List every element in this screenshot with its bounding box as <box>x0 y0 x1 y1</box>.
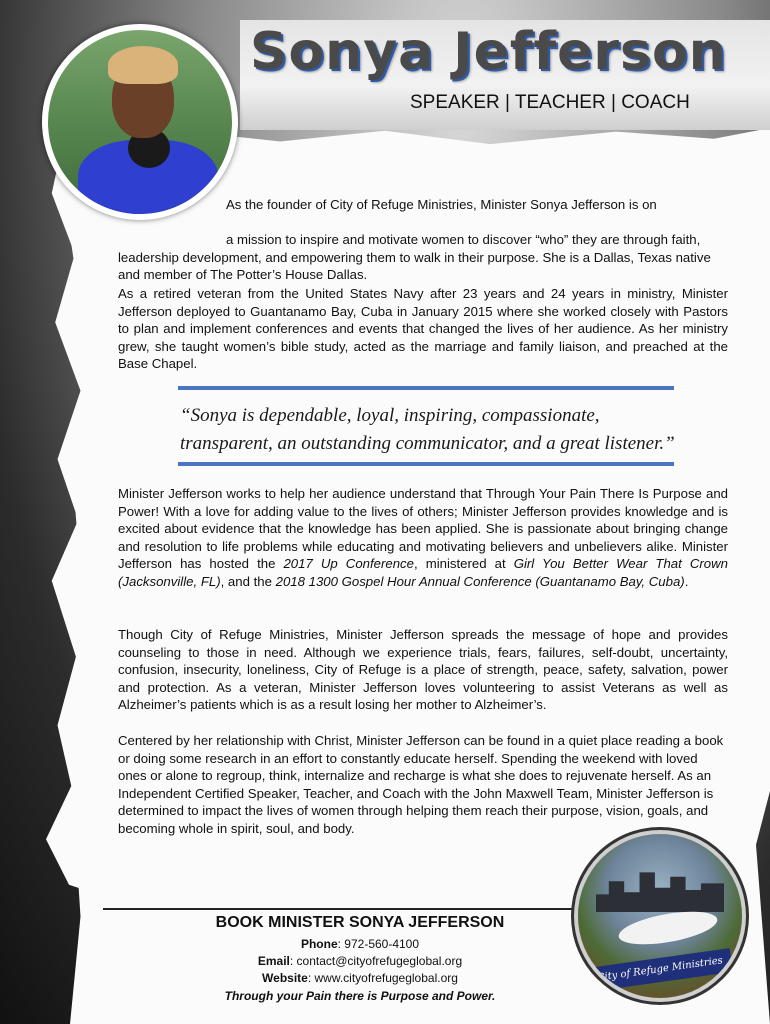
p3-text-d: . <box>684 573 689 589</box>
testimonial-quote: “Sonya is dependable, loyal, inspiring, compassionate, transparent, an outstanding communicator, and a great listener.” <box>180 405 675 454</box>
bio-paragraph-3 <box>118 485 728 591</box>
email-value[interactable]: contact@cityofrefugeglobal.org <box>296 954 463 968</box>
page-subtitle: SPEAKER | TEACHER | COACH <box>410 92 690 113</box>
phone-label: Phone <box>300 937 338 951</box>
booking-title: BOOK MINISTER SONYA JEFFERSON <box>215 914 505 931</box>
ministry-logo <box>578 834 742 998</box>
p3-text-c: , and the <box>220 573 276 589</box>
email-line: Email: contact@cityofrefugeglobal.org <box>257 954 463 968</box>
profile-photo <box>42 24 238 220</box>
phone-value[interactable]: 972-560-4100 <box>344 937 420 951</box>
website-line: Website: www.cityofrefugeglobal.org <box>262 971 458 985</box>
logo-banner: City of Refuge Ministries <box>587 948 733 992</box>
page-title: Sonya Jefferson <box>250 22 727 82</box>
quote-top-rule <box>178 386 674 390</box>
booking-footer <box>160 914 560 1005</box>
photo-hair <box>108 46 178 84</box>
p3-text-b: , ministered at <box>413 556 514 572</box>
quote-bottom-rule <box>178 462 674 466</box>
bio-paragraph-2: As a retired veteran from the United States Navy after 23 years and 24 years in ministry, Minister Jefferson deployed to Guantanamo Bay, Cuba in January 2015 where she worked closely with Pastors to plan and implement conferences and events that changed the lives of her audience. As her ministry grew, she taught women’s bible study, acted as the marriage and family liaison, and preached at the Base Chapel. <box>118 286 728 372</box>
event-up-conference: 2017 Up Conference <box>283 556 414 572</box>
website-label: Website <box>262 971 308 985</box>
event-crown: Girl You Better Wear That Crown (Jacksonville, FL) <box>118 556 728 589</box>
email-label: Email <box>257 954 290 968</box>
photo-frame <box>48 30 232 214</box>
contact-block <box>160 936 560 987</box>
phone-line: Phone: 972-560-4100 <box>300 937 420 951</box>
path-icon <box>616 906 719 951</box>
event-gospel-hour: 2018 1300 Gospel Hour Annual Conference (Guantanamo Bay, Cuba) <box>275 573 685 589</box>
website-value[interactable]: www.cityofrefugeglobal.org <box>314 971 458 985</box>
city-skyline-icon <box>596 868 724 912</box>
p3-text-a: Minister Jefferson works to help her audience understand that Through Your Pain There Is Purpose and Power! With a love for adding value to the lives of others; Minister Jefferson provides knowledge and is excited about evidence that the knowledge has been applied. She is passionate about bringing change and resolution to life problems while educating and motivating believers and unbelievers alike. Minister Jefferson has hosted the <box>118 486 728 572</box>
bio-paragraph-4: Though City of Refuge Ministries, Minister Jefferson spreads the message of hope and provides counseling to those in need. Although we experience trials, fears, failures, self-doubt, uncertainty, confusion, insecurity, loneliness, City of Refuge is a place of strength, peace, safety, salvation, power and protection. As a veteran, Minister Jefferson loves volunteering to assist Veterans as well as Alzheimer’s patients which is as a result losing her mother to Alzheimer’s. <box>118 627 728 713</box>
bio-paragraph-5: Centered by her relationship with Christ, Minister Jefferson can be found in a quiet place reading a book or doing some research in an effort to constantly educate herself. Spending the weekend with loved ones or alone to regroup, think, internalize and recharge is what she does to rejuvenate herself. As an Independent Certified Speaker, Teacher, and Coach with the John Maxwell Team, Minister Jefferson is determined to impact the lives of women through helping them reach their purpose, vision, goals, and becoming whole in spirit, soul, and body. <box>118 733 724 836</box>
bio-paragraph-1-start: As the founder of City of Refuge Ministries, Minister Sonya Jefferson is on <box>226 197 657 212</box>
bio-paragraph-1: a mission to inspire and motivate women to discover “who” they are through faith, leadership development, and empowering them to walk in their purpose. She is a Dallas, Texas native and member of The Potter’s House Dallas. <box>118 232 711 283</box>
tagline: Through your Pain there is Purpose and Power. <box>224 989 496 1003</box>
footer-divider <box>103 908 613 910</box>
